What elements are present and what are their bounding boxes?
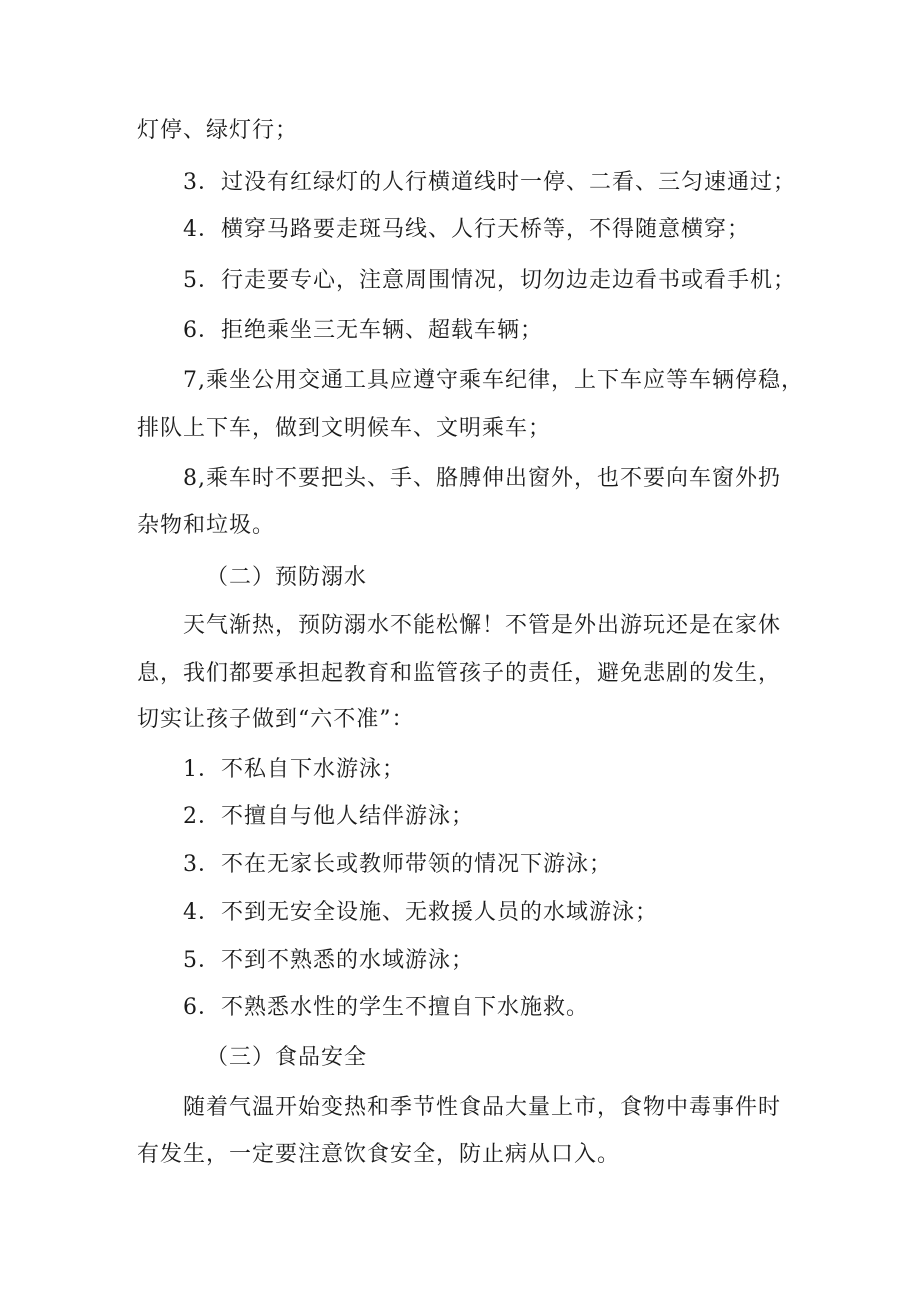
list-item-drowning-6: 6．不熟悉水性的学生不擅自下水施救。 bbox=[183, 995, 589, 1020]
list-item-traffic-7: 7,乘坐公用交通工具应遵守乘车纪律，上下车应等车辆停稳， bbox=[183, 368, 804, 393]
text-line-traffic-light-end: 灯停、绿灯行； bbox=[137, 118, 299, 143]
list-item-traffic-4: 4．横穿马路要走斑马线、人行天桥等，不得随意横穿； bbox=[183, 217, 750, 242]
list-item-drowning-2: 2．不擅自与他人结伴游泳； bbox=[183, 804, 474, 829]
list-item-traffic-5: 5．行走要专心，注意周围情况，切勿边走边看书或看手机； bbox=[183, 268, 796, 293]
paragraph-drowning-line-2: 息，我们都要承担起教育和监管孩子的责任，避免悲剧的发生， bbox=[137, 661, 782, 686]
paragraph-drowning-line-1: 天气渐热，预防溺水不能松懈！不管是外出游玩还是在家休 bbox=[183, 613, 782, 638]
list-item-traffic-8: 8,乘车时不要把头、手、胳膊伸出窗外，也不要向车窗外扔 bbox=[183, 466, 781, 491]
section-heading-food-safety: （三）食品安全 bbox=[206, 1045, 368, 1070]
paragraph-food-line-1: 随着气温开始变热和季节性食品大量上市，食物中毒事件时 bbox=[183, 1095, 782, 1120]
paragraph-drowning-line-3: 切实让孩子做到“六不准”： bbox=[137, 707, 415, 732]
list-item-traffic-3: 3．过没有红绿灯的人行横道线时一停、二看、三匀速通过； bbox=[183, 170, 796, 195]
list-item-traffic-8-cont: 杂物和垃圾。 bbox=[137, 513, 276, 538]
paragraph-food-line-2: 有发生，一定要注意饮食安全，防止病从口入。 bbox=[137, 1142, 621, 1167]
list-item-drowning-3: 3．不在无家长或教师带领的情况下游泳； bbox=[183, 852, 612, 877]
section-heading-drowning: （二）预防溺水 bbox=[206, 565, 368, 590]
list-item-drowning-1: 1．不私自下水游泳； bbox=[183, 757, 405, 782]
list-item-traffic-6: 6．拒绝乘坐三无车辆、超载车辆； bbox=[183, 318, 543, 343]
list-item-drowning-4: 4．不到无安全设施、无救援人员的水域游泳； bbox=[183, 900, 658, 925]
list-item-drowning-5: 5．不到不熟悉的水域游泳； bbox=[183, 948, 474, 973]
list-item-traffic-7-cont: 排队上下车，做到文明候车、文明乘车； bbox=[137, 416, 552, 441]
